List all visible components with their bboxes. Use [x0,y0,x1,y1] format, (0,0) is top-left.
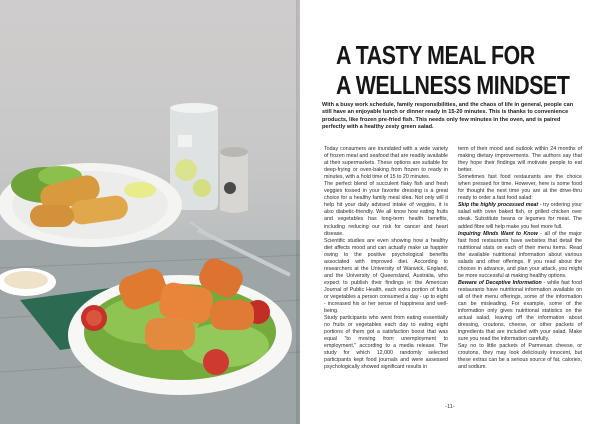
body-column-left [324,146,448,372]
paragraph: Say no to little packets of Parmesan cheese, or croutons, they may look deliciously innocent, but these extras can be a serious source of fat, calories, and sodium. [458,343,582,371]
page-number: -11- [445,404,455,410]
article-body [324,146,582,372]
tip-lead: Beware of Deceptive Information [458,279,542,286]
paragraph: Scientific studies are even showing how a healthy diet affects mood and can actually make us happier owing to the positive psychological benefits associated with improved diet. According to researchers at the University of Warwick, England, and the University of Queensland, Australia, who expect to publish their findings in the American Journal of Public Health, each extra portion of fruits or vegetables a person consumed a day - up to eight - increased his or her sense of happiness and well-being. [324,237,448,315]
article-headline [336,40,570,100]
tip-paragraph: Beware of Deceptive Information - while fast food restaurants have nutritional information available on all of their menu offerings, some of the information can be misleading. For example, some of the information only gives nutritional statistics on the actual salad, leaving off the information about dressing, croutons, cheese, or other packets of ingredients that are included with your salad. Make sure you read the information carefully. [458,279,582,343]
tip-paragraph: Skip the highly processed meat - try ordering your salad with oven baked fish, or grilled chicken over steak. Substitute beans or legumes for meat. The added fibre will help make you feel more full. [458,202,582,230]
tip-lead: Skip the highly processed meat [458,202,539,209]
paragraph: Sometimes fast food restaurants are the choice when pressed for time. However, here is some food for thought the next time you are at the drive-thru ready to order a fast food salad: [458,174,582,202]
salt-shaker [220,147,248,213]
paragraph: Study participants who went from eating essentially no fruits or vegetables each day to eating eight portions of them got a satisfaction boost that was equal "to moving from unemployment to employment," according to a media release. The study for which 12,000 randomly selected participants kept food journals and were assessed psychologically showed significant results in [324,315,448,371]
headline-line-2: A WELLNESS MINDSET [336,70,570,100]
tip-lead: Inquiring Minds Want to Know [458,230,538,237]
tip-paragraph: Inquiring Minds Want to Know - all of the major fast food restaurants have websites that detail the nutritional stats on each of their menu items. Read the available nutritional information about various salads and other offerings. If you read about the choices in advance, and plan your attack, you might be more successful at making healthy options. [458,230,582,279]
upper-plate [0,163,182,247]
headline-line-1: A TASTY MEAL FOR [336,40,535,70]
body-column-right [458,146,582,372]
paragraph: term of their mood and outlook within 24 months of making dietary improvements. The authors say that they hope their findings will motivate people to eat better. [458,146,582,174]
paragraph: The perfect blend of succulent flaky fish and fresh veggies tossed in your favorite dressing is a great choice for a healthy family meal idea. Not only will it help hit your daily advised intake of veggies, it is also diabetic-friendly. We all know how eating fruits and vegetables has long-term health benefits, including reducing our risk for cancer and heart disease. [324,181,448,237]
paragraph: Today consumers are inundated with a wide variety of frozen meal and seafood that are readily available at their supermarkets. These options are suitable for deep-frying or oven-baking from frozen to ready in minutes, with a hold time of 15 to 20 minutes. [324,146,448,181]
article-intro: With a busy work schedule, family responsibilities, and the chaos of life in general, people can still have an enjoyable lunch or dinner ready in 15-20 minutes. This is thanks to convenience products, like frozen pre-fried fish. This needs only few minutes in the oven, and is paired perfectly with a healthy zesty green salad. [322,102,574,131]
article-page [300,0,600,424]
